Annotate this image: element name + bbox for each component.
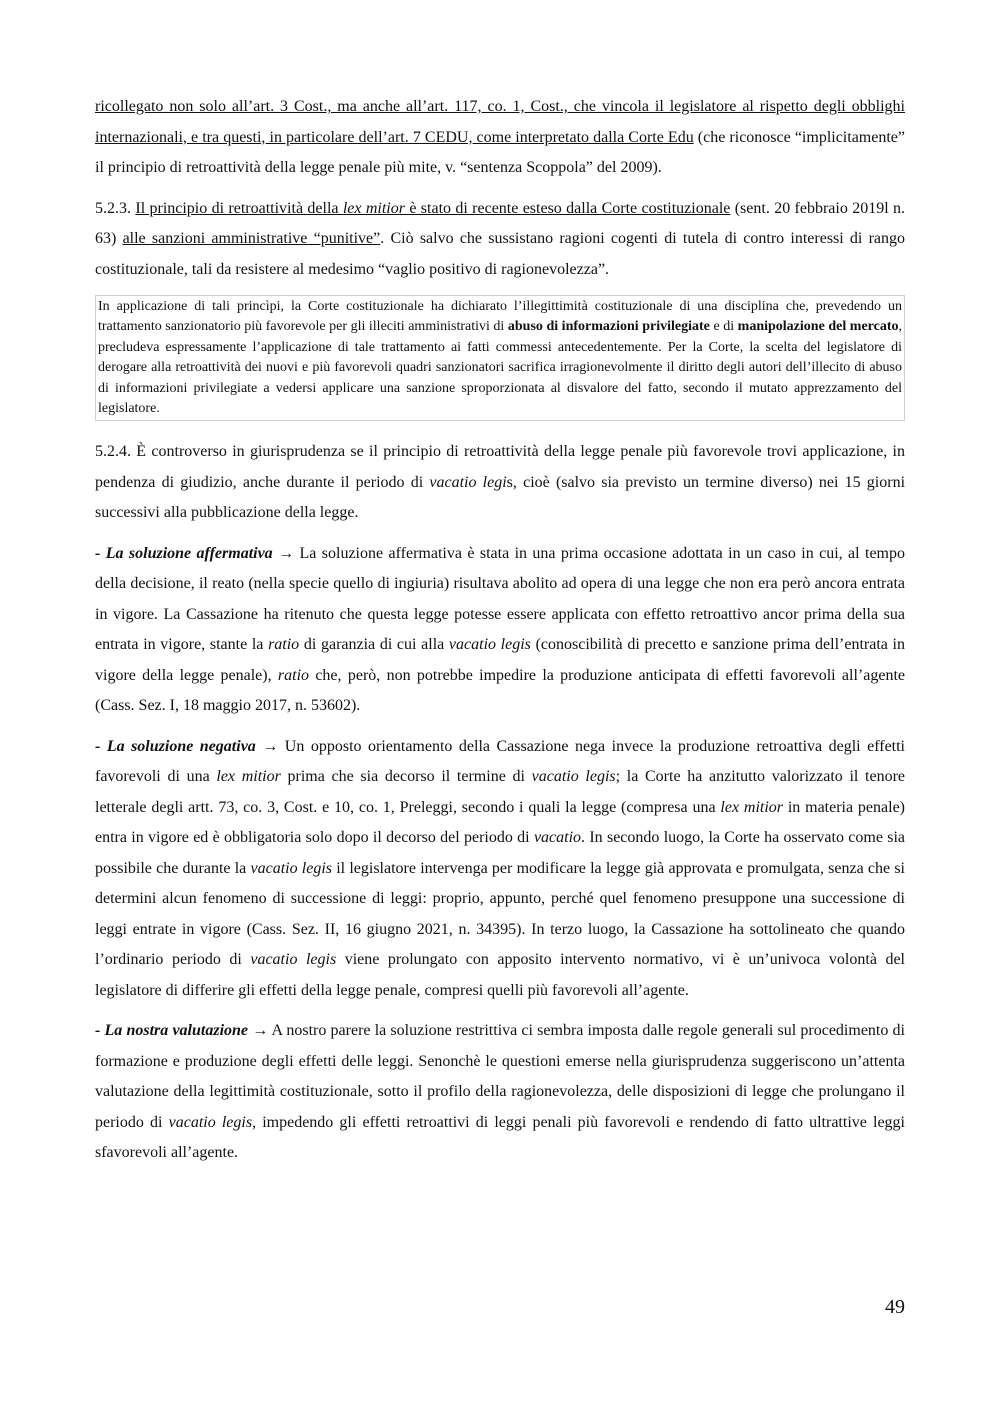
italic-text: vacatio	[533, 829, 582, 847]
italic-text: lex mitior	[720, 798, 784, 816]
italic-text: lex mitior	[216, 768, 281, 786]
paragraph-heading: - La soluzione negativa	[95, 737, 256, 755]
text-run: (che riconosce “implicitamente” il principio di retroattività della legge penale più mite, v. “sentenza Scoppola” del 2009).	[95, 128, 905, 176]
text-run: 5.2.4. È controverso in giurisprudenza se il principio di retroattività della legge penale più favorevole trovi applicazione, in pendenza di giudizio, anche durante il periodo di	[95, 443, 905, 491]
italic-text: vacatio legis	[250, 859, 333, 877]
text-run: ; la Corte ha anzitutto valorizzato il tenore letterale degli artt. 73, co. 3, Cost. e 10, co. 1, Preleggi, secondo i quali la legge (compresa una	[95, 768, 906, 816]
bold-text: manipolazione del mercato	[737, 319, 899, 335]
text-run: In applicazione di tali princìpi, la Corte costituzionale ha dichiarato l’illegittimità costituzionale di una disciplina che, prevedendo un trattamento sanzionatorio più favorevole per gli illeciti amministrativi di	[98, 299, 902, 335]
text-run: La soluzione affermativa è stata in una prima occasione adottata in un caso in cui, al tempo della decisione, il reato (nella specie quello di ingiuria) risultava abolito ad opera di una legge che non era però ancora entrata in vigore. La Cassazione ha ritenuto che questa legge potesse essere applicata con effetto retroattivo ancor prima della sua entrata in vigore, stante la	[95, 544, 905, 654]
underlined-text: ricollegato non solo all’art. 3 Cost., ma anche all’art. 117, co. 1, Cost., che vincola il legislatore al rispetto degli obblighi internazionali, e tra questi, in particolare dell’art. 7 CEDU, come interpretato dalla Corte Edu	[95, 98, 905, 146]
paragraph-5-2-3	[95, 194, 905, 286]
text-run: A nostro parere la soluzione restrittiva ci sembra imposta dalle regole generali sul procedimento di formazione e produzione degli effetti delle leggi. Senonchè le questioni emerse nella giurisprudenza suggeriscono un’attenta valutazione della legittimità costituzionale, sotto il profilo della ragionevolezza, delle disposizioni di legge che prolungano il periodo di	[95, 1022, 906, 1131]
document-body	[95, 92, 905, 1179]
text-run: . Ciò salvo che sussistano ragioni cogenti di tutela di contro interessi di rango costituzionale, tali da resistere al medesimo “vaglio positivo di ragionevolezza”.	[95, 230, 906, 278]
text-run: s, cioè (salvo sia previsto un termine diverso) nei 15 giorni successivi alla pubblicazione della legge.	[95, 473, 906, 522]
text-run: , precludeva espressamente l’applicazione di tale trattamento ai fatti commessi antecedentemente. Per la Corte, la scelta del legislatore di derogare alla retroattività dei nuovi e più favorevoli quadri sanzionatori sacrifica irragionevolmente il diritto degli autori dell’illecito di abuso di informazioni privilegiate a vedersi applicare una sanzione sproporzionata al disvalore del fatto, secondo il mutato apprezzamento del legislatore.	[98, 319, 903, 417]
page-number: 49	[885, 1296, 905, 1318]
text-run: che, però, non potrebbe impedire la produzione anticipata di effetti favorevoli all’agente (Cass. Sez. I, 18 maggio 2017, n. 53602).	[95, 666, 905, 715]
text-run: , impedendo gli effetti retroattivi di leggi penali più favorevoli e rendendo di fatto ultrattive leggi sfavorevoli all’agente.	[95, 1113, 905, 1162]
text-run: il legislatore intervenga per modificare la legge già approvata e promulgata, senza che si determini alcun fenomeno di successione di leggi: proprio, appunto, perché quel fenomeno presuppone una successione di leggi entrate in vigore (Cass. Sez. II, 16 giugno 2021, n. 34395). In terzo luogo, la Cassazione ha sottolineato che quando l’ordinario periodo di	[95, 859, 905, 969]
underlined-text: è stato di recente esteso dalla Corte costituzionale	[404, 199, 731, 217]
text-run: (sent. 20 febbraio 2019l n. 63)	[95, 199, 906, 247]
paragraph-5-2-4	[95, 437, 905, 529]
italic-text: vacatio legi	[429, 473, 507, 491]
text-run: prima che sia decorso il termine di	[280, 768, 532, 786]
arrow-icon: →	[248, 1022, 272, 1040]
paragraph-heading: - La nostra valutazione	[95, 1022, 249, 1040]
paragraph-soluzione-affermativa	[95, 539, 905, 722]
underlined-italic-text: lex mitior	[342, 199, 405, 217]
underlined-text: Il principio di retroattività della	[135, 199, 343, 217]
text-run: . In secondo luogo, la Corte ha osservato come sia possibile che durante la	[95, 829, 906, 877]
text-run: di garanzia di cui alla	[299, 636, 449, 654]
underlined-text: alle sanzioni amministrative “punitive”	[122, 230, 381, 247]
paragraph-soluzione-negativa	[95, 732, 905, 1007]
bold-text: abuso di informazioni privilegiate	[507, 319, 710, 335]
paragraph-heading: - La soluzione affermativa	[95, 544, 273, 562]
italic-text: vacatio legis	[250, 951, 337, 969]
arrow-icon: →	[272, 544, 300, 562]
paragraph-continuation	[95, 92, 905, 184]
italic-text: ratio	[268, 636, 300, 654]
paragraph-nostra-valutazione	[95, 1016, 905, 1169]
italic-text: ratio	[277, 666, 310, 684]
arrow-icon: →	[255, 737, 285, 755]
text-run: viene prolungato con apposito intervento normativo, vi è un’univoca volontà del legislatore di differire gli effetti della legge penale, compresi quelli più favorevoli all’agente.	[95, 951, 906, 999]
text-run: e di	[709, 319, 738, 335]
text-run: Un opposto orientamento della Cassazione nega invece la produzione retroattiva degli effetti favorevoli di una	[95, 737, 906, 786]
italic-text: vacatio legis	[531, 768, 616, 786]
highlight-box	[95, 295, 905, 421]
section-number: 5.2.3.	[95, 199, 136, 217]
text-run: in materia penale) entra in vigore ed è obbligatoria solo dopo il decorso del periodo di	[95, 798, 906, 847]
italic-text: vacatio legis	[448, 636, 531, 654]
italic-text: vacatio legis	[168, 1113, 253, 1131]
text-run: (conoscibilità di precetto e sanzione prima dell’entrata in vigore della legge penale),	[95, 636, 905, 684]
